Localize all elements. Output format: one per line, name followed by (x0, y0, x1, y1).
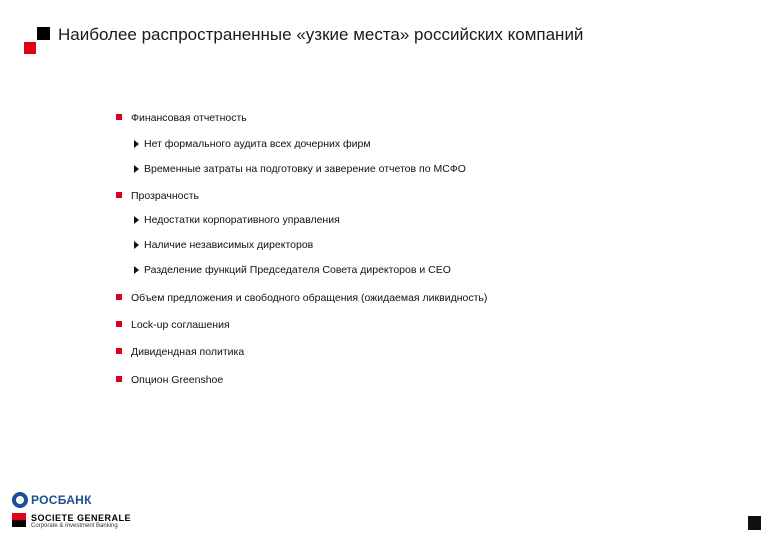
list-item-label: Объем предложения и свободного обращения (ожидаемая ликвидность) (131, 292, 488, 304)
sub-list-item-label: Нет формального аудита всех дочерних фирм (144, 138, 371, 150)
page-corner-mark-icon (748, 516, 761, 530)
arrow-bullet-icon (134, 140, 139, 148)
square-bullet-icon (116, 294, 122, 300)
sub-list-item-label: Разделение функций Председателя Совета директоров и CEO (144, 264, 451, 276)
societe-generale-subtitle: Corporate & Investment Banking (31, 523, 118, 529)
arrow-bullet-icon (134, 165, 139, 173)
square-bullet-icon (116, 348, 122, 354)
rosbank-emblem-icon (12, 492, 28, 508)
sub-list-item (134, 214, 340, 226)
sub-list-item (134, 163, 466, 175)
square-bullet-icon (116, 192, 122, 198)
list-item (116, 190, 199, 202)
sub-list-item-label: Временные затраты на подготовку и заверение отчетов по МСФО (144, 163, 466, 175)
list-item (116, 374, 223, 386)
arrow-bullet-icon (134, 241, 139, 249)
title-square-red-icon (24, 42, 36, 54)
list-item-label: Финансовая отчетность (131, 112, 247, 124)
societe-generale-emblem-icon (12, 513, 26, 527)
societe-generale-logo (12, 513, 131, 530)
rosbank-wordmark: РОСБАНК (31, 493, 92, 507)
square-bullet-icon (116, 321, 122, 327)
list-item (116, 346, 244, 358)
list-item-label: Lock-up соглашения (131, 319, 230, 331)
list-item-label: Дивидендная политика (131, 346, 245, 358)
title-square-black-icon (37, 27, 50, 40)
page-title: Наиболее распространенные «узкие места» российских компаний (58, 25, 584, 44)
sub-list-item (134, 264, 451, 276)
societe-generale-wordmark: SOCIETE GENERALE (31, 513, 132, 523)
square-bullet-icon (116, 114, 122, 120)
rosbank-logo (12, 492, 92, 508)
list-item-label: Прозрачность (131, 190, 200, 202)
list-item (116, 319, 230, 331)
arrow-bullet-icon (134, 216, 139, 224)
sub-list-item (134, 138, 371, 150)
arrow-bullet-icon (134, 266, 139, 274)
square-bullet-icon (116, 376, 122, 382)
list-item (116, 292, 487, 304)
list-item (116, 112, 247, 124)
sub-list-item-label: Недостатки корпоративного управления (144, 214, 340, 226)
sub-list-item-label: Наличие независимых директоров (144, 239, 314, 251)
sub-list-item (134, 239, 313, 251)
list-item-label: Опцион Greenshoe (131, 374, 224, 386)
